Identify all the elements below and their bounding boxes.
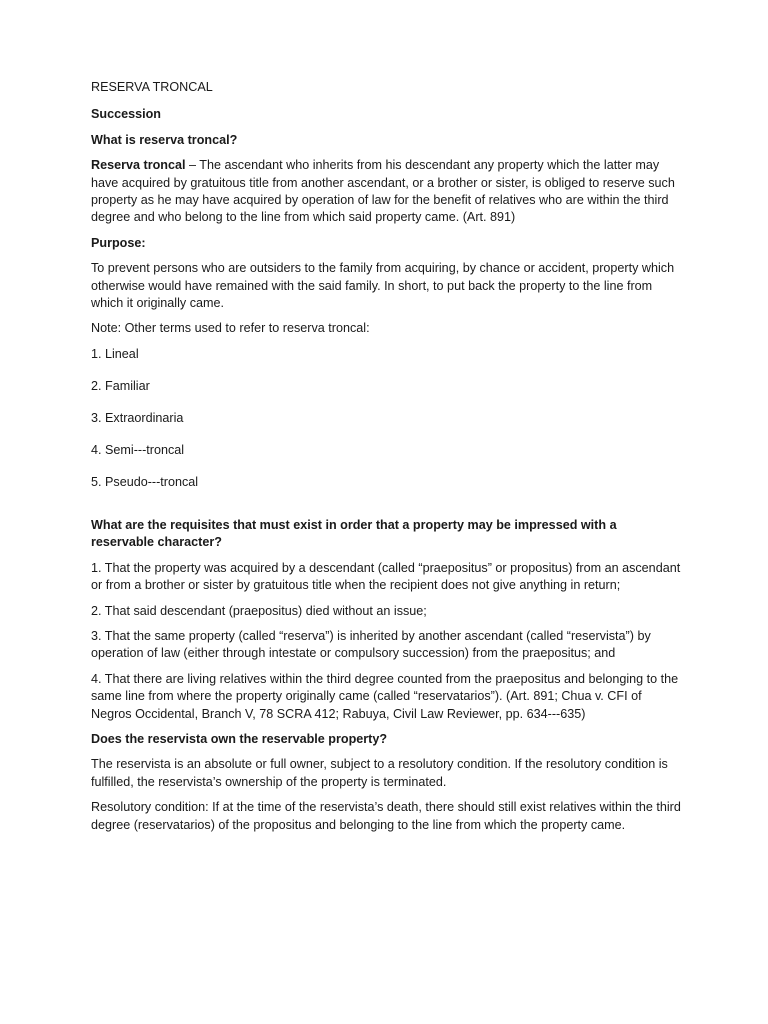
list-item: 1. Lineal	[91, 346, 139, 361]
resolutory-condition-paragraph: Resolutory condition: If at the time of the reservista’s death, there should still exist relatives within the third degree (reservatarios) of the propositus and belonging to the line from which the property came.	[91, 800, 681, 832]
spacer	[91, 506, 681, 517]
note-text: Note: Other terms used to refer to reserva troncal:	[91, 321, 370, 336]
purpose-heading: Purpose:	[91, 235, 146, 250]
question-requisites: What are the requisites that must exist in order that a property may be impressed with a reservable character?	[91, 517, 617, 550]
purpose-text: To prevent persons who are outsiders to the family from acquiring, by chance or accident, property which otherwise would have remained with the said family. In short, to put back the property to the line from which it originally came.	[91, 261, 675, 311]
answer-paragraph: The reservista is an absolute or full owner, subject to a resolutory condition. If the resolutory condition is fulfilled, the reservista’s ownership of the property is terminated.	[91, 757, 668, 789]
list-item: 3. Extraordinaria	[91, 410, 184, 425]
document-page	[91, 79, 681, 842]
definition-paragraph	[91, 157, 681, 227]
definition-text: – The ascendant who inherits from his descendant any property which the latter may have acquired by gratuitous title from another ascendant, or a brother or sister, is obliged to reserve such property as he may have acquired by operation of law for the benefit of relatives who are within the third degree and who belong to the line from which said property came. (Art. 891)	[91, 158, 675, 225]
list-item: 4. Semi---troncal	[91, 442, 185, 457]
requisite-item: 4. That there are living relatives within the third degree counted from the praepositus and belonging to the same line from where the property originally came (called “reservatarios”). (Art. 891; Chua v. CFI of Negros Occidental, Branch V, 78 SCRA 412; Rabuya, Civil Law Reviewer, pp. 634---635)	[91, 671, 679, 721]
list-item: 2. Familiar	[91, 378, 150, 393]
question-what-is: What is reserva troncal?	[91, 132, 238, 147]
requisite-item: 2. That said descendant (praepositus) died without an issue;	[91, 603, 427, 618]
section-heading: Succession	[91, 107, 161, 122]
question-ownership: Does the reservista own the reservable property?	[91, 731, 388, 746]
requisite-item: 1. That the property was acquired by a descendant (called “praepositus” or propositus) from an ascendant or from a brother or sister by gratuitous title when the recipient does not give anything in return;	[91, 560, 681, 593]
definition-term: Reserva troncal	[91, 158, 186, 173]
requisite-item: 3. That the same property (called “reserva”) is inherited by another ascendant (called “reservista”) by operation of law (either through intestate or compulsory succession) from the praepositus; and	[91, 628, 651, 661]
list-item: 5. Pseudo---troncal	[91, 474, 199, 489]
document-title: RESERVA TRONCAL	[91, 80, 213, 94]
